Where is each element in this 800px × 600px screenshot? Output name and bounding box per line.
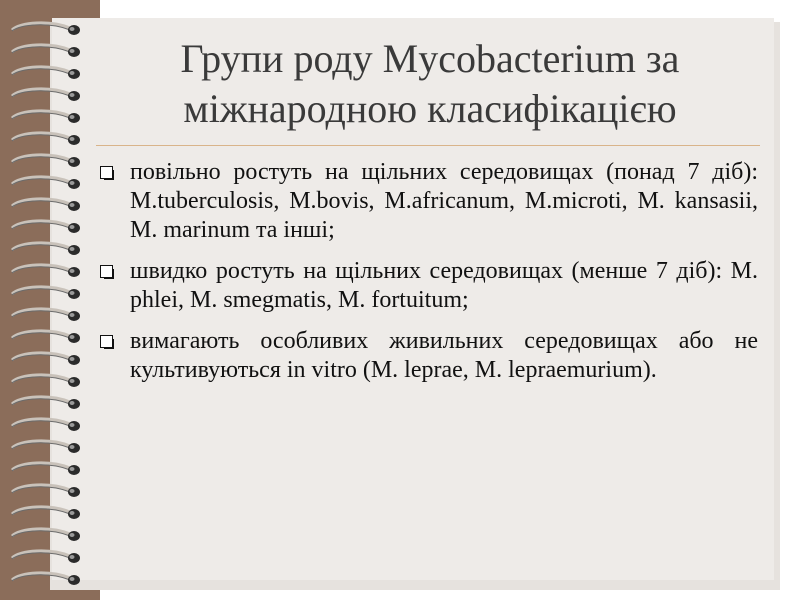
binding-ring: [12, 485, 80, 497]
binding-ring: [12, 111, 80, 123]
page-shadow-top: [100, 0, 800, 18]
binding-ring: [12, 353, 80, 365]
title-divider: [96, 145, 760, 146]
checkbox-square-icon: [100, 335, 113, 348]
binding-ring: [12, 309, 80, 321]
binding-ring: [12, 397, 80, 409]
bullet-item: [98, 257, 758, 315]
binding-ring: [12, 155, 80, 167]
binding-ring: [12, 287, 80, 299]
binding-ring: [12, 45, 80, 57]
bullet-text: повільно ростуть на щільних середовищах (понад 7 діб): M.tuberculosis, M.bovis, M.africanum, M.microti, M. kansasii, M. marinum та інші;: [130, 159, 758, 243]
binding-ring: [12, 67, 80, 79]
bullet-list: [98, 158, 758, 397]
binding-ring: [12, 441, 80, 453]
binding-ring: [12, 89, 80, 101]
bullet-item: [98, 327, 758, 385]
slide-title: [110, 34, 750, 134]
binding-ring: [12, 221, 80, 233]
spiral-rings: [0, 0, 110, 600]
binding-ring: [12, 199, 80, 211]
binding-ring: [12, 243, 80, 255]
binding-ring: [12, 529, 80, 541]
bullet-text: швидко ростуть на щільних середовищах (менше 7 діб): M. phlei, M. smegmatis, M. fortuitum;: [130, 258, 758, 313]
binding-ring: [12, 573, 80, 585]
binding-ring: [12, 551, 80, 563]
binding-ring: [12, 265, 80, 277]
bullet-item: [98, 158, 758, 245]
slide-title-line-2: міжнародною класифікацією: [183, 86, 677, 131]
binding-ring: [12, 23, 80, 35]
binding-ring: [12, 331, 80, 343]
binding-ring: [12, 375, 80, 387]
binding-ring: [12, 463, 80, 475]
binding-ring: [12, 177, 80, 189]
binding-ring: [12, 133, 80, 145]
binding-ring: [12, 507, 80, 519]
bullet-text: вимагають особливих живильних середовищах або не культивуються in vitro (M. leprae, M. lepraemurium).: [130, 328, 758, 383]
checkbox-square-icon: [100, 166, 113, 179]
slide-title-line-1: Групи роду Mycobacterium за: [180, 36, 680, 81]
binding-ring: [12, 419, 80, 431]
checkbox-square-icon: [100, 265, 113, 278]
